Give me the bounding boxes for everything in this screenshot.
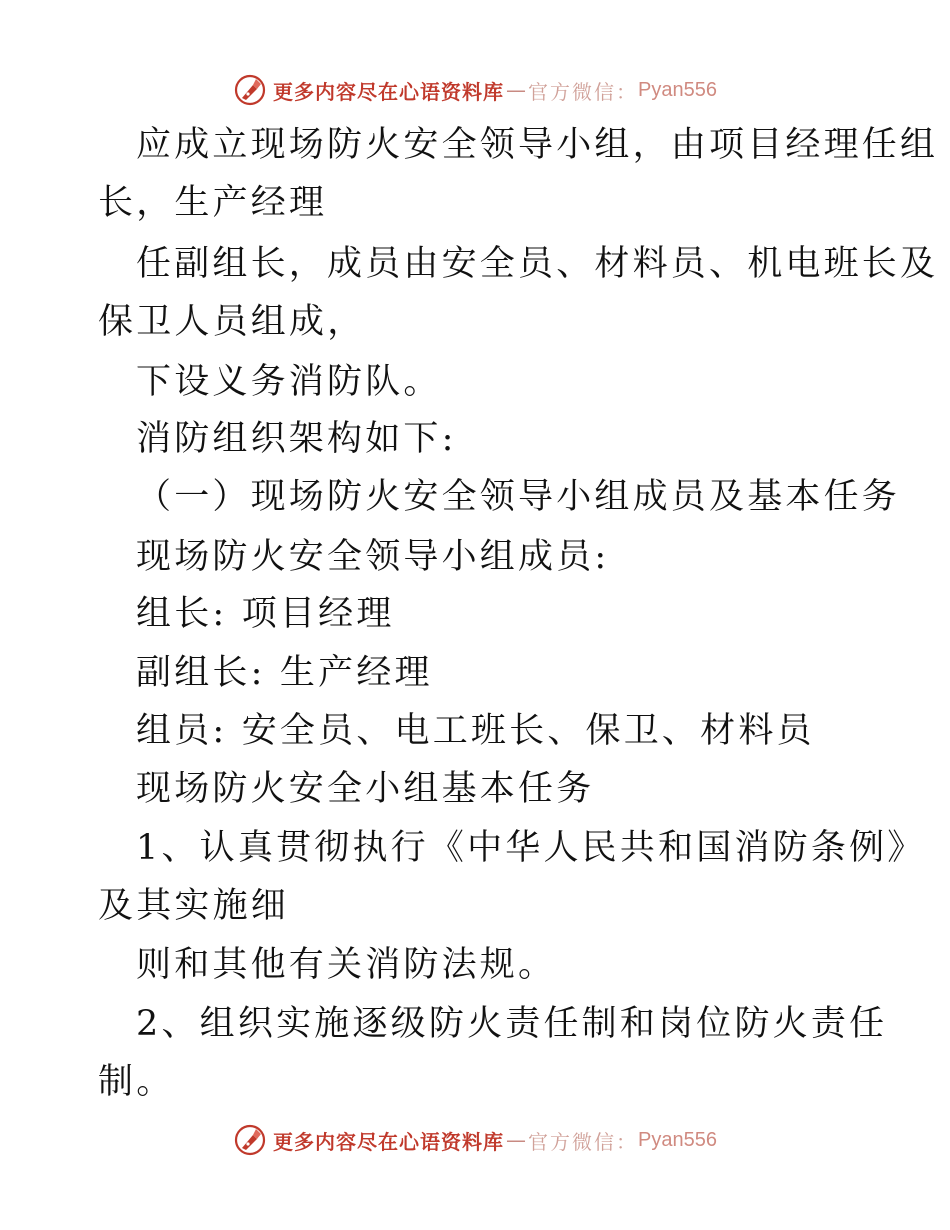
text-line: 组长: 项目经理 (136, 594, 395, 634)
watermark-label: 官方微信： (528, 1129, 639, 1154)
watermark-separator: — (506, 1128, 527, 1152)
section-heading: （一）现场防火安全领导小组成员及基本任务 (136, 477, 901, 517)
text-line: 应成立现场防火安全领导小组，由项目经理任组 (136, 125, 939, 165)
watermark-wechat-id: Pyan556 (638, 78, 717, 101)
text-line: 2、组织实施逐级防火责任制和岗位防火责任 (136, 1004, 888, 1044)
text-line: 副组长: 生产经理 (136, 653, 433, 693)
text-line: 制。 (98, 1062, 175, 1102)
watermark-label: 官方微信： (528, 79, 639, 104)
footer-watermark (0, 1120, 950, 1160)
text-line: 长，生产经理 (98, 183, 328, 223)
text-line: 现场防火安全小组基本任务 (136, 769, 595, 809)
watermark-wechat-id: Pyan556 (638, 1128, 717, 1151)
pen-nib-logo-icon (233, 73, 267, 107)
watermark-brand: 更多内容尽在心语资料库 (273, 1129, 505, 1154)
text-line: 组员: 安全员、电工班长、保卫、材料员 (136, 711, 815, 751)
pen-nib-logo-icon (233, 1123, 267, 1157)
header-watermark (0, 70, 950, 110)
text-line: 则和其他有关消防法规。 (136, 945, 557, 985)
text-line: 及其实施细 (98, 886, 290, 926)
watermark-brand: 更多内容尽在心语资料库 (273, 79, 505, 104)
text-line: 现场防火安全领导小组成员: (136, 537, 610, 577)
text-line: 1、认真贯彻执行《中华人民共和国消防条例》 (136, 828, 926, 868)
text-line: 任副组长，成员由安全员、材料员、机电班长及 (136, 244, 939, 284)
text-line: 保卫人员组成， (98, 302, 366, 342)
watermark-separator: — (506, 78, 527, 102)
text-line: 消防组织架构如下: (136, 419, 457, 459)
text-line: 下设义务消防队。 (136, 362, 442, 402)
